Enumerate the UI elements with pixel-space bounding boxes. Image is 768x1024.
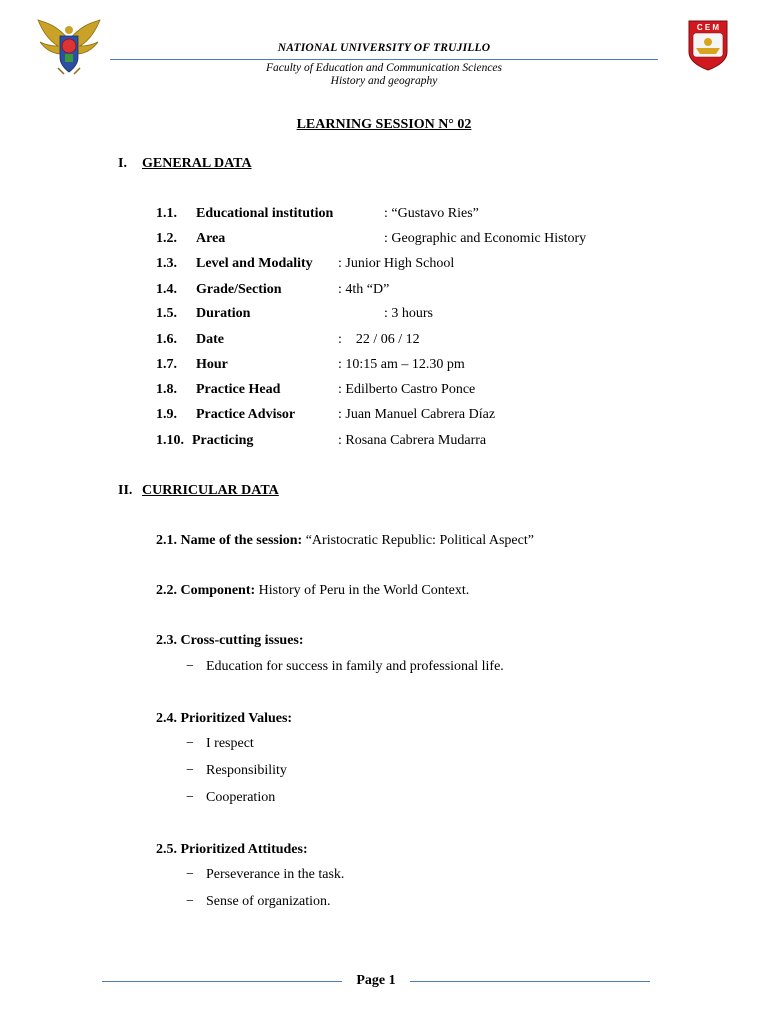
list-item: Sense of organization. [206, 894, 331, 909]
item-label: Practice Head [196, 382, 281, 397]
session-name [156, 533, 534, 549]
attitudes-label: 2.5. Prioritized Attitudes: [156, 842, 308, 857]
session-name-label: 2.1. Name of the session: [156, 533, 303, 548]
university-crest-logo [36, 18, 102, 76]
item-label: Educational institution [196, 206, 334, 221]
list-item: Cooperation [206, 790, 276, 805]
header-divider [110, 59, 658, 60]
university-name: NATIONAL UNIVERSITY OF TRUJILLO [277, 42, 491, 54]
item-value: : Juan Manuel Cabrera Díaz [338, 407, 496, 422]
item-number: 1.10. [156, 433, 184, 448]
item-value: : Geographic and Economic History [384, 231, 587, 246]
component [156, 583, 469, 599]
list-item: Perseverance in the task. [206, 867, 345, 882]
department-name: History and geography [330, 75, 438, 87]
item-value: : Edilberto Castro Ponce [338, 382, 476, 397]
component-label: 2.2. Component: [156, 583, 256, 598]
section-1-title: GENERAL DATA [142, 156, 252, 171]
item-label: Area [196, 231, 226, 246]
item-number: 1.5. [156, 306, 177, 321]
footer-divider-left [102, 981, 342, 982]
session-name-value: “Aristocratic Republic: Political Aspect” [305, 533, 534, 548]
bullet-dash: − [186, 736, 194, 751]
item-value: : 22 / 06 / 12 [338, 332, 420, 347]
item-label: Hour [196, 357, 228, 372]
item-number: 1.9. [156, 407, 177, 422]
item-value: : 4th “D” [338, 282, 390, 297]
item-label: Date [196, 332, 224, 347]
item-value: : 10:15 am – 12.30 pm [338, 357, 465, 372]
item-label: Duration [196, 306, 251, 321]
school-shield-logo [686, 18, 730, 72]
bullet-dash: − [186, 790, 194, 805]
item-label: Grade/Section [196, 282, 282, 297]
item-number: 1.2. [156, 231, 177, 246]
faculty-name: Faculty of Education and Communication Sciences [265, 62, 503, 74]
list-item: I respect [206, 736, 254, 751]
document-title: LEARNING SESSION N° 02 [296, 117, 472, 132]
item-number: 1.4. [156, 282, 177, 297]
section-2-title: CURRICULAR DATA [142, 483, 279, 498]
item-number: 1.1. [156, 206, 177, 221]
cross-cutting-label: 2.3. Cross-cutting issues: [156, 633, 304, 648]
item-label: Level and Modality [196, 256, 313, 271]
item-value: : 3 hours [384, 306, 433, 321]
item-number: 1.6. [156, 332, 177, 347]
item-label: Practice Advisor [196, 407, 296, 422]
bullet-dash: − [186, 659, 194, 674]
list-item: Responsibility [206, 763, 287, 778]
section-2-number: II. [118, 483, 133, 498]
section-1-number: I. [118, 156, 127, 171]
logo-text: C E M [696, 23, 720, 32]
values-label: 2.4. Prioritized Values: [156, 711, 293, 726]
item-value: : Rosana Cabrera Mudarra [338, 433, 487, 448]
list-item: Education for success in family and professional life. [206, 659, 504, 674]
component-value: History of Peru in the World Context. [258, 583, 470, 598]
bullet-dash: − [186, 894, 194, 909]
bullet-dash: − [186, 763, 194, 778]
item-number: 1.8. [156, 382, 177, 397]
item-value: : Junior High School [338, 256, 455, 271]
page-number: Page 1 [356, 973, 396, 988]
bullet-dash: − [186, 867, 194, 882]
item-number: 1.7. [156, 357, 177, 372]
footer-divider-right [410, 981, 650, 982]
item-value: : “Gustavo Ries” [384, 206, 479, 221]
item-label: Practicing [192, 433, 254, 448]
item-number: 1.3. [156, 256, 177, 271]
